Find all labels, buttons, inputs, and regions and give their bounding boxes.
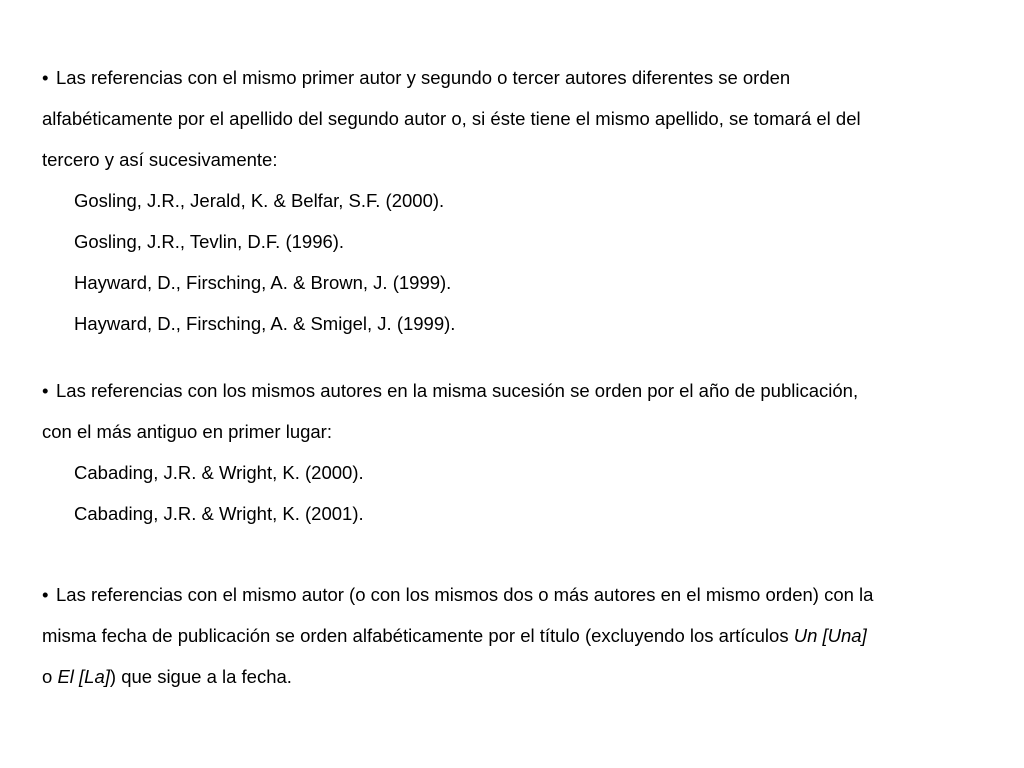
paragraph-line [42,574,1002,615]
paragraph-text: Las referencias con el mismo autor (o con los mismos dos o más autores en el mismo orden) con la [56,584,874,605]
paragraph-line [42,57,1002,98]
reference-example: Cabading, J.R. & Wright, K. (2000). [74,462,364,483]
paragraph-line: alfabéticamente por el apellido del segundo autor o, si éste tiene el mismo apellido, se tomará el del [42,108,861,129]
reference-example: Gosling, J.R., Jerald, K. & Belfar, S.F. (2000). [74,190,445,211]
rule-paragraph-different-coauthors [42,57,1002,344]
reference-example: Hayward, D., Firsching, A. & Smigel, J. (1999). [74,313,456,334]
paragraph-line [42,656,1002,697]
article-example-el-la: El [La] [57,666,110,687]
paragraph-text: ) que sigue a la fecha. [109,666,292,687]
reference-example: Cabading, J.R. & Wright, K. (2001). [74,503,364,524]
paragraph-text: Las referencias con los mismos autores en la misma sucesión se orden por el año de publicación, [56,380,859,401]
paragraph-line [42,370,1002,411]
reference-example: Gosling, J.R., Tevlin, D.F. (1996). [74,231,345,252]
bullet-icon: • [42,584,49,605]
bullet-icon: • [42,380,49,401]
article-example-un-una: Un [Una] [793,625,867,646]
paragraph-text: Las referencias con el mismo primer autor y segundo o tercer autores diferentes se orden [56,67,791,88]
rule-paragraph-same-date-by-title [42,574,1002,697]
paragraph-text: misma fecha de publicación se orden alfabéticamente por el título (excluyendo los artículos [42,625,794,646]
bullet-icon: • [42,67,49,88]
paragraph-line: tercero y así sucesivamente: [42,149,278,170]
paragraph-text: o [42,666,58,687]
rule-paragraph-same-authors-by-year [42,370,1002,534]
paragraph-line [42,615,1002,656]
reference-example: Hayward, D., Firsching, A. & Brown, J. (1999). [74,272,452,293]
paragraph-line: con el más antiguo en primer lugar: [42,421,332,442]
